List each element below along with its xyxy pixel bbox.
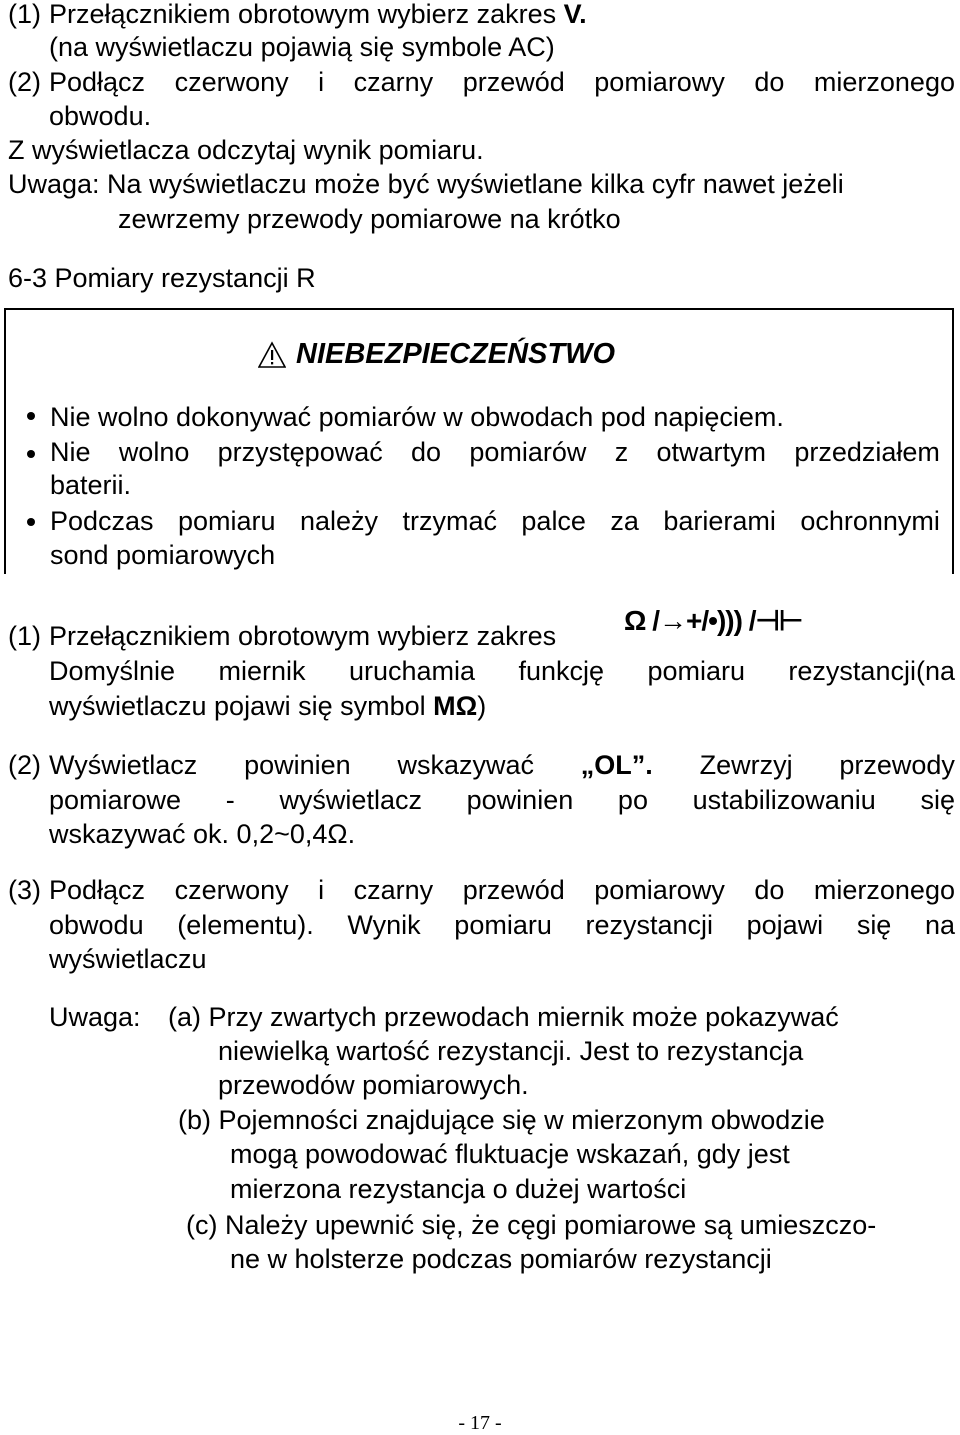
item-number: (3) [8, 875, 41, 905]
note-text: niewielką wartość rezystancji. Jest to rezystancja [218, 1036, 804, 1066]
instruction-text [49, 655, 955, 687]
word: mierzonego [813, 875, 955, 905]
note-text: zewrzemy przewody pomiarowe na krótko [118, 204, 621, 234]
word: miernik [218, 656, 306, 686]
word: pomiaru [647, 656, 745, 686]
item-number: (1) [8, 621, 41, 651]
word: do [754, 875, 785, 905]
section-heading: 6-3 Pomiary rezystancji R [8, 263, 316, 293]
instruction-text: (na wyświetlaczu pojawią się symbole AC) [49, 32, 555, 62]
word: obwodu [49, 910, 144, 940]
item-number: (1) [8, 0, 41, 29]
word: - [225, 785, 235, 815]
bullet-icon [27, 450, 35, 458]
instruction-text: Przełącznikiem obrotowym wybierz zakres [49, 621, 557, 651]
word: otwartym [656, 437, 767, 467]
word: do [411, 437, 442, 467]
word: Domyślnie [49, 656, 176, 686]
word: pomiarowe [49, 785, 182, 815]
note-text: (a) Przy zwartych przewodach miernik może pokazywać [168, 1002, 839, 1032]
word: rezystancji [585, 910, 714, 940]
word: przewód [462, 67, 565, 97]
note-text: ne w holsterze podczas pomiarów rezystancji [230, 1244, 772, 1274]
word: przewody [839, 750, 955, 780]
word: pomiaru [454, 910, 552, 940]
word: należy [299, 506, 379, 536]
danger-item [50, 505, 940, 537]
word: czerwony [174, 67, 289, 97]
danger-item: sond pomiarowych [50, 540, 276, 570]
word: za [610, 506, 639, 536]
word: (elementu). [177, 910, 314, 940]
word: po [617, 785, 648, 815]
warning-icon [258, 341, 286, 369]
danger-item: baterii. [50, 470, 132, 500]
word: trzymać [402, 506, 497, 536]
word: Zewrzyj [699, 750, 793, 780]
word: przystępować [217, 437, 383, 467]
word: mierzonego [813, 67, 955, 97]
item-number: (2) [8, 67, 41, 97]
word: przedziałem [794, 437, 940, 467]
instruction-text [49, 749, 955, 781]
word: do [754, 67, 785, 97]
word: pomiarowy [594, 875, 725, 905]
word: Podczas [50, 506, 154, 536]
bullet-icon [27, 412, 35, 420]
note-text: (b) Pojemności znajdujące się w mierzonym obwodzie [178, 1105, 825, 1135]
word: Podłącz [49, 875, 146, 905]
word: przewód [462, 875, 565, 905]
danger-title: NIEBEZPIECZEŃSTWO [296, 338, 616, 370]
word: pomiaru [178, 506, 276, 536]
word: ustabilizowaniu [692, 785, 876, 815]
note-text: Uwaga: Na wyświetlaczu może być wyświetlane kilka cyfr nawet jeżeli [8, 169, 844, 199]
range-symbol-icon: Ω /→+/•))) /⊣⊢ [624, 605, 803, 636]
note-text: mogą powodować fluktuacje wskazań, gdy jest [230, 1139, 790, 1169]
instruction-text [49, 784, 955, 816]
danger-item [50, 436, 940, 468]
word: czarny [353, 875, 434, 905]
word: uruchamia [348, 656, 475, 686]
word: pojawi [746, 910, 824, 940]
word: i [318, 67, 325, 97]
instruction-text: Przełącznikiem obrotowym wybierz zakres V. [49, 0, 587, 29]
instruction-text [49, 909, 955, 941]
instruction-text: wyświetlaczu pojawi się symbol MΩ) [49, 691, 487, 721]
danger-item: Nie wolno dokonywać pomiarów w obwodach pod napięciem. [50, 402, 784, 432]
word: Podłącz [49, 67, 146, 97]
instruction-text [49, 874, 955, 906]
word: się [856, 910, 892, 940]
word: ochronnymi [800, 506, 940, 536]
item-number: (2) [8, 750, 41, 780]
word: Nie [50, 437, 91, 467]
instruction-text: wskazywać ok. 0,2~0,4Ω. [49, 819, 356, 849]
word: pomiarów [469, 437, 587, 467]
word: czerwony [174, 875, 289, 905]
word: rezystancji(na [788, 656, 955, 686]
word: Wynik [347, 910, 421, 940]
note-text: przewodów pomiarowych. [218, 1070, 529, 1100]
word: wolno [118, 437, 190, 467]
word: powinien [244, 750, 351, 780]
word: z [614, 437, 629, 467]
word: barierami [663, 506, 776, 536]
instruction-text: Z wyświetlacza odczytaj wynik pomiaru. [8, 135, 484, 165]
instruction-text [49, 66, 955, 98]
word: powinien [466, 785, 574, 815]
note-label: Uwaga: [49, 1002, 141, 1032]
word: palce [521, 506, 586, 536]
word: „OL”. [580, 750, 653, 780]
bullet-icon [27, 518, 35, 526]
note-text: mierzona rezystancja o dużej wartości [230, 1174, 687, 1204]
word: czarny [353, 67, 434, 97]
word: się [920, 785, 955, 815]
note-text: (c) Należy upewnić się, że cęgi pomiarowe są umieszczo- [186, 1210, 877, 1240]
word: pomiarowy [594, 67, 725, 97]
word: wyświetlacz [279, 785, 422, 815]
page-number: - 17 - [458, 1412, 502, 1434]
word: wskazywać [397, 750, 534, 780]
word: Wyświetlacz [49, 750, 198, 780]
word: na [924, 910, 955, 940]
instruction-text: obwodu. [49, 101, 152, 131]
instruction-text: wyświetlaczu [49, 944, 207, 974]
word: i [318, 875, 325, 905]
word: funkcję [518, 656, 604, 686]
